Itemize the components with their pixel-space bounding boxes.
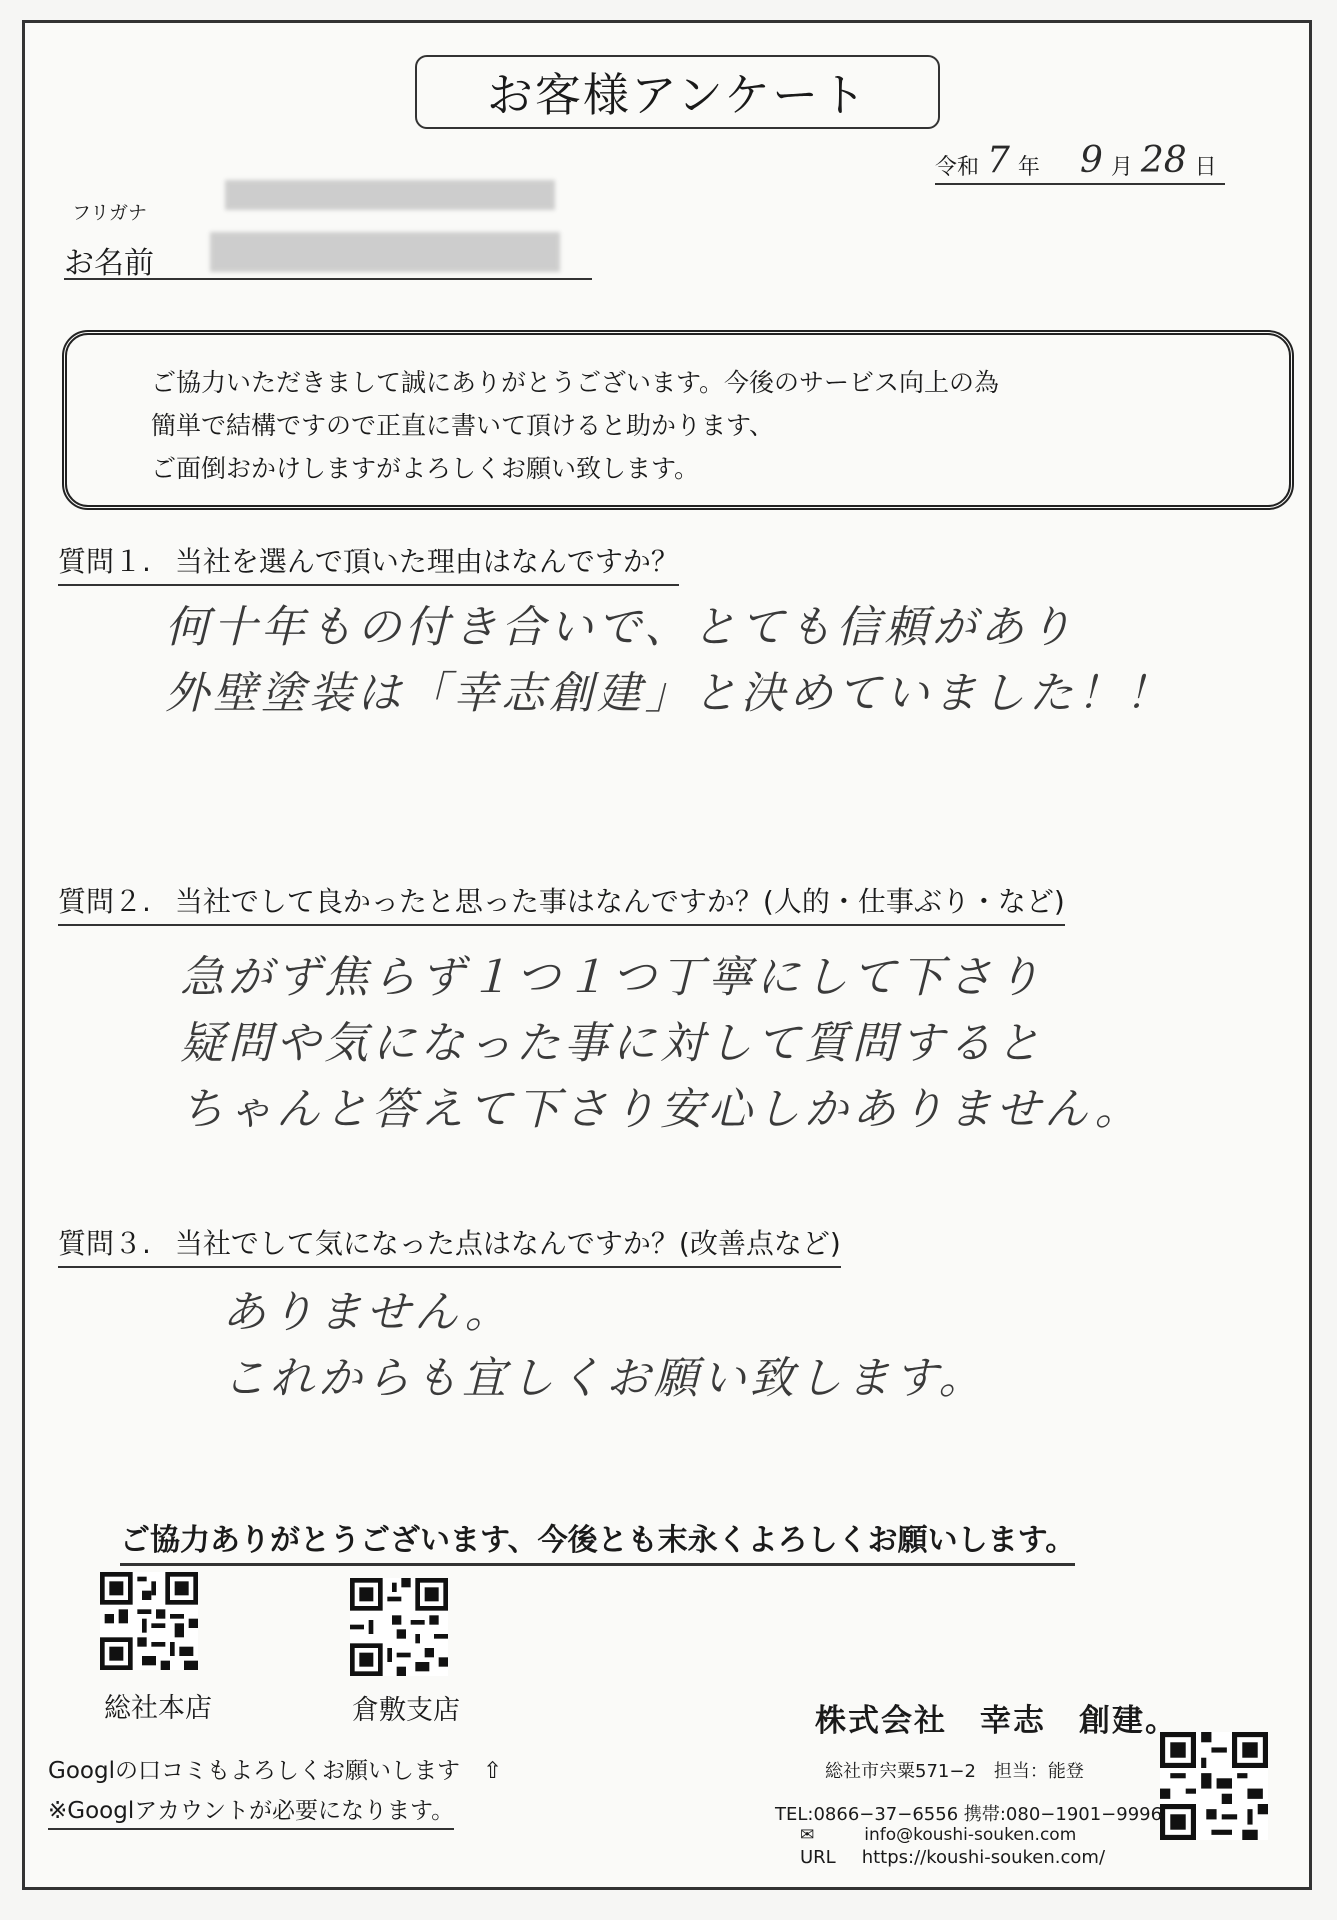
company-url[interactable]: https://koushi-souken.com/ xyxy=(861,1847,1106,1868)
question-3 xyxy=(58,1222,841,1268)
answer-3 xyxy=(222,1280,986,1412)
question-text: 当社でして気になった点はなんですか？(改善点など) xyxy=(174,1227,841,1260)
page-title: お客様アンケート xyxy=(415,55,940,129)
date-year-unit: 年 xyxy=(1017,155,1040,180)
qr-label-main-store: 総社本店 xyxy=(104,1693,212,1724)
answer-line: 疑問や気になった事に対して質問すると xyxy=(180,1018,1044,1069)
date-era: 令和 xyxy=(935,155,980,180)
answer-line: 外壁塗装は「幸志創建」と決めていました！！ xyxy=(165,668,1173,719)
date-day: 28 xyxy=(1140,140,1187,181)
date-day-unit: 日 xyxy=(1194,155,1217,180)
date-field xyxy=(935,140,1217,181)
answer-line: これからも宜しくお願い致します。 xyxy=(222,1353,987,1404)
notice-line: 簡単で結構ですので正直に書いて頂けると助かります、 xyxy=(151,411,775,440)
furigana-label: フリガナ xyxy=(72,202,148,224)
question-number: 質問１. xyxy=(58,545,151,578)
date-month: 9 xyxy=(1079,140,1103,181)
name-underline xyxy=(64,278,592,280)
qr-label-kurashiki-branch: 倉敷支店 xyxy=(352,1695,460,1726)
google-review-note: Googlの口コミもよろしくお願いします ⇧ xyxy=(48,1758,503,1784)
redacted-name xyxy=(210,232,560,272)
answer-line: 何十年もの付き合いで、とても信頼があり xyxy=(165,602,1077,653)
date-year: 7 xyxy=(987,140,1010,181)
answer-2 xyxy=(180,945,1143,1143)
company-name: 株式会社 幸志 創建。 xyxy=(815,1703,1178,1739)
answer-line: ちゃんと答えて下さり安心しかありません。 xyxy=(180,1084,1143,1135)
closing-message: ご協力ありがとうございます、今後とも末永くよろしくお願いします。 xyxy=(120,1515,1075,1566)
notice-line: ご協力いただきまして誠にありがとうございます。今後のサービス向上の為 xyxy=(151,368,1000,397)
qr-code-main-store[interactable] xyxy=(100,1572,198,1670)
company-tel: TEL:0866−37−6556 携帯:080−1901−9996 xyxy=(775,1804,1163,1825)
question-2 xyxy=(58,880,1065,926)
answer-line: 急がず焦らず１つ１つ丁寧にして下さり xyxy=(180,952,1044,1003)
question-number: 質問２. xyxy=(58,885,151,918)
question-text: 当社でして良かったと思った事はなんですか？(人的・仕事ぶり・など) xyxy=(174,885,1065,918)
date-month-unit: 月 xyxy=(1110,155,1133,180)
url-label: URL xyxy=(800,1847,836,1868)
redacted-furigana xyxy=(225,180,555,210)
question-number: 質問３. xyxy=(58,1227,151,1260)
notice-box xyxy=(62,330,1294,510)
company-email-row xyxy=(800,1825,1076,1845)
question-1 xyxy=(58,540,679,586)
mail-icon: ✉ xyxy=(800,1825,815,1845)
notice-line: ご面倒おかけしますがよろしくお願い致します。 xyxy=(151,454,700,483)
question-text: 当社を選んで頂いた理由はなんですか？ xyxy=(174,545,679,578)
qr-code-kurashiki-branch[interactable] xyxy=(350,1578,448,1676)
qr-code-website[interactable] xyxy=(1160,1732,1268,1840)
name-label: お名前 xyxy=(64,246,154,281)
google-account-note: ※Googlアカウントが必要になります。 xyxy=(48,1792,454,1830)
company-email[interactable]: info@koushi-souken.com xyxy=(864,1825,1077,1845)
company-address: 総社市宍粟571−2 担当：能登 xyxy=(825,1761,1084,1782)
answer-line: ありません。 xyxy=(222,1287,513,1338)
answer-1 xyxy=(165,595,1173,727)
company-url-row xyxy=(800,1847,1105,1868)
